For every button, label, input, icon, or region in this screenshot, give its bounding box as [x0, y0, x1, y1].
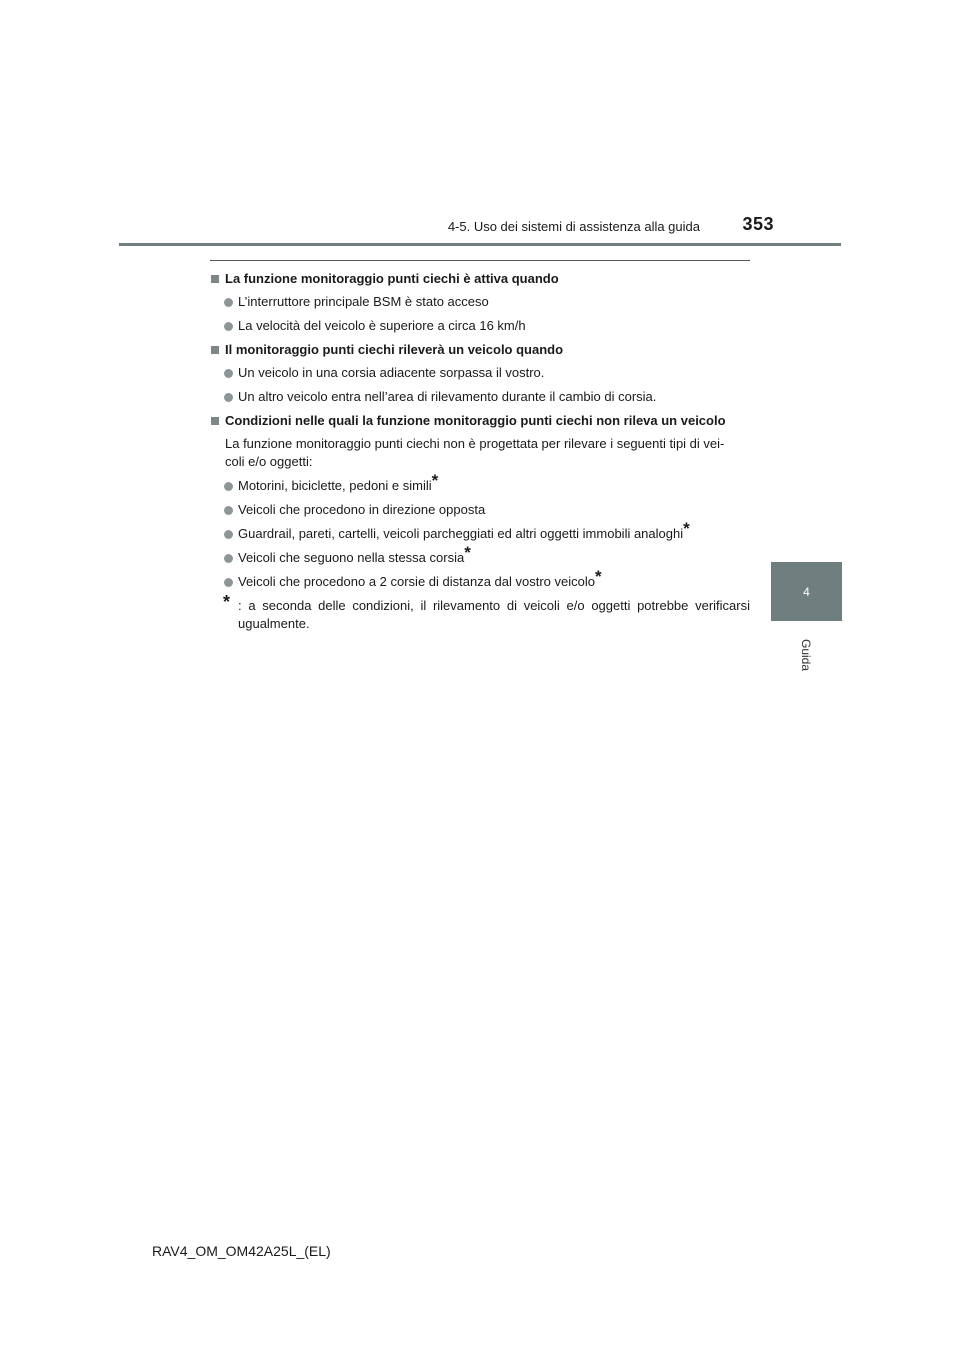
list-item-text: Un veicolo in una corsia adiacente sorpassa il vostro. — [238, 365, 545, 380]
circle-bullet-icon — [224, 554, 233, 563]
section-intro — [210, 435, 750, 471]
section-heading-text: La funzione monitoraggio punti ciechi è attiva quando — [225, 271, 559, 286]
chapter-tab — [771, 562, 842, 621]
section-heading — [210, 412, 750, 430]
square-bullet-icon — [211, 275, 219, 283]
list-item-text: Un altro veicolo entra nell’area di rilevamento durante il cambio di corsia. — [238, 389, 657, 404]
list-item — [210, 293, 750, 311]
footnote-asterisk: * — [595, 567, 602, 586]
footnote-asterisk: * — [464, 543, 471, 562]
square-bullet-icon — [211, 417, 219, 425]
footnote — [210, 592, 750, 633]
list-item — [210, 543, 750, 567]
list-item — [210, 388, 750, 406]
header-section-title: 4-5. Uso dei sistemi di assistenza alla guida — [447, 219, 700, 234]
circle-bullet-icon — [224, 393, 233, 402]
section-heading — [210, 270, 750, 288]
list-item — [210, 567, 750, 591]
section-intro-line: coli e/o oggetti: — [225, 454, 313, 469]
chapter-number: 4 — [803, 584, 810, 599]
list-item — [210, 471, 750, 495]
document-code: RAV4_OM_OM42A25L_(EL) — [152, 1243, 331, 1259]
circle-bullet-icon — [224, 482, 233, 491]
header-rule — [119, 243, 841, 246]
list-item — [210, 317, 750, 335]
main-content — [210, 270, 750, 633]
section-heading — [210, 341, 750, 359]
content-top-rule — [210, 260, 750, 261]
circle-bullet-icon — [224, 506, 233, 515]
circle-bullet-icon — [224, 530, 233, 539]
circle-bullet-icon — [224, 322, 233, 331]
list-item — [210, 501, 750, 519]
list-item — [210, 364, 750, 382]
chapter-label: Guida — [799, 638, 814, 672]
circle-bullet-icon — [224, 298, 233, 307]
section-heading-text: Il monitoraggio punti ciechi rileverà un veicolo quando — [225, 342, 564, 357]
footnote-asterisk: * — [431, 471, 439, 490]
list-item-text: Guardrail, pareti, cartelli, veicoli parcheggiati ed altri oggetti immobili analoghi — [238, 526, 684, 541]
list-item — [210, 519, 750, 543]
circle-bullet-icon — [224, 578, 233, 587]
list-item-text: L’interruttore principale BSM è stato acceso — [238, 294, 489, 309]
page-number: 353 — [742, 214, 774, 234]
footnote-text: : a seconda delle condizioni, il rilevamento di veicoli e/o oggetti potrebbe verificarsi ugualmente. — [238, 598, 750, 631]
list-item-text: La velocità del veicolo è superiore a circa 16 km/h — [238, 318, 526, 333]
footnote-mark: * — [223, 592, 231, 612]
list-item-text: Motorini, biciclette, pedoni e simili — [238, 478, 432, 493]
section-intro-line: La funzione monitoraggio punti ciechi non è progettata per rilevare i seguenti tipi di vei- — [225, 436, 725, 451]
list-item-text: Veicoli che procedono a 2 corsie di distanza dal vostro veicolo — [238, 574, 595, 589]
list-item-text: Veicoli che seguono nella stessa corsia — [238, 550, 465, 565]
circle-bullet-icon — [224, 369, 233, 378]
list-item-text: Veicoli che procedono in direzione opposta — [238, 502, 486, 517]
section-heading-text: Condizioni nelle quali la funzione monitoraggio punti ciechi non rileva un veicolo — [225, 413, 726, 428]
chapter-label-container — [771, 630, 842, 680]
footnote-asterisk: * — [683, 519, 690, 538]
square-bullet-icon — [211, 346, 219, 354]
